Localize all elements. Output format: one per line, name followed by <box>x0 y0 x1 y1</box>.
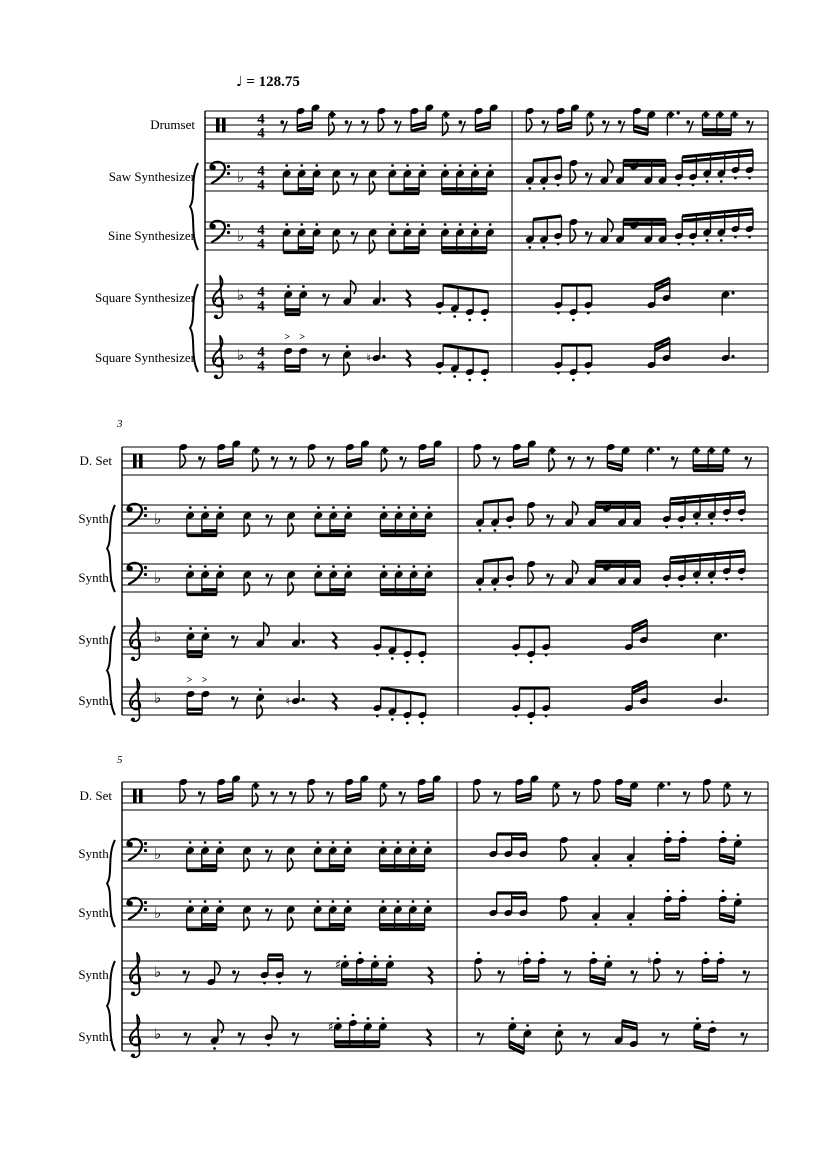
instrument-label-synth-2a: Synth. <box>78 511 112 526</box>
svg-text:4: 4 <box>257 177 265 194</box>
svg-text:♭: ♭ <box>154 569 162 587</box>
svg-text:4: 4 <box>257 284 265 301</box>
svg-text:>: > <box>299 332 306 343</box>
instrument-label-d-set-2: D. Set <box>79 453 112 468</box>
svg-text:4: 4 <box>257 298 265 315</box>
instrument-label-saw-synthesizer: Saw Synthesizer <box>108 169 195 184</box>
svg-text:♯: ♯ <box>328 1019 334 1034</box>
svg-text:♭: ♭ <box>237 286 245 304</box>
svg-text:>: > <box>186 675 193 686</box>
svg-text:♭: ♭ <box>237 227 245 245</box>
svg-text:♭: ♭ <box>517 954 523 968</box>
measure-number-3: 3 <box>117 418 123 430</box>
svg-text:♭: ♭ <box>154 845 162 863</box>
instrument-label-synth-2c: Synth. <box>78 632 112 647</box>
svg-text:4: 4 <box>257 163 265 180</box>
instrument-label-square-synthesizer-1: Square Synthesizer <box>94 290 195 305</box>
tempo-value: = 128.75 <box>246 74 300 90</box>
svg-text:♯: ♯ <box>335 957 341 972</box>
instrument-label-sine-synthesizer: Sine Synthesizer <box>107 228 195 243</box>
svg-text:4: 4 <box>257 236 265 253</box>
svg-text:♭: ♭ <box>154 1025 162 1043</box>
measure-number-5: 5 <box>117 754 123 766</box>
instrument-label-synth-3c: Synth. <box>78 967 112 982</box>
svg-text:4: 4 <box>257 111 265 128</box>
instrument-label-synth-2d: Synth. <box>78 693 112 708</box>
svg-text:4: 4 <box>257 222 265 239</box>
svg-text:4: 4 <box>257 358 265 375</box>
instrument-label-synth-3d: Synth. <box>78 1029 112 1044</box>
instrument-label-synth-3b: Synth. <box>78 905 112 920</box>
svg-text:♮: ♮ <box>647 954 652 968</box>
svg-text:♮: ♮ <box>366 351 371 365</box>
svg-text:♭: ♭ <box>237 346 245 364</box>
instrument-label-synth-2b: Synth. <box>78 570 112 585</box>
svg-text:>: > <box>201 675 208 686</box>
instrument-label-synth-3a: Synth. <box>78 846 112 861</box>
instrument-label-square-synthesizer-2: Square Synthesizer <box>94 350 195 365</box>
svg-text:♭: ♭ <box>154 963 162 981</box>
svg-text:♭: ♭ <box>154 510 162 528</box>
quarter-note-icon: ♩ <box>236 74 243 90</box>
svg-text:♭: ♭ <box>154 628 162 646</box>
svg-text:♭: ♭ <box>154 904 162 922</box>
svg-text:♭: ♭ <box>154 689 162 707</box>
instrument-label-drumset: Drumset <box>150 117 195 132</box>
svg-text:4: 4 <box>257 344 265 361</box>
svg-text:4: 4 <box>257 125 265 142</box>
instrument-label-d-set-3: D. Set <box>79 788 112 803</box>
svg-text:>: > <box>284 332 291 343</box>
svg-text:♮: ♮ <box>285 694 291 708</box>
svg-text:♭: ♭ <box>237 168 245 186</box>
